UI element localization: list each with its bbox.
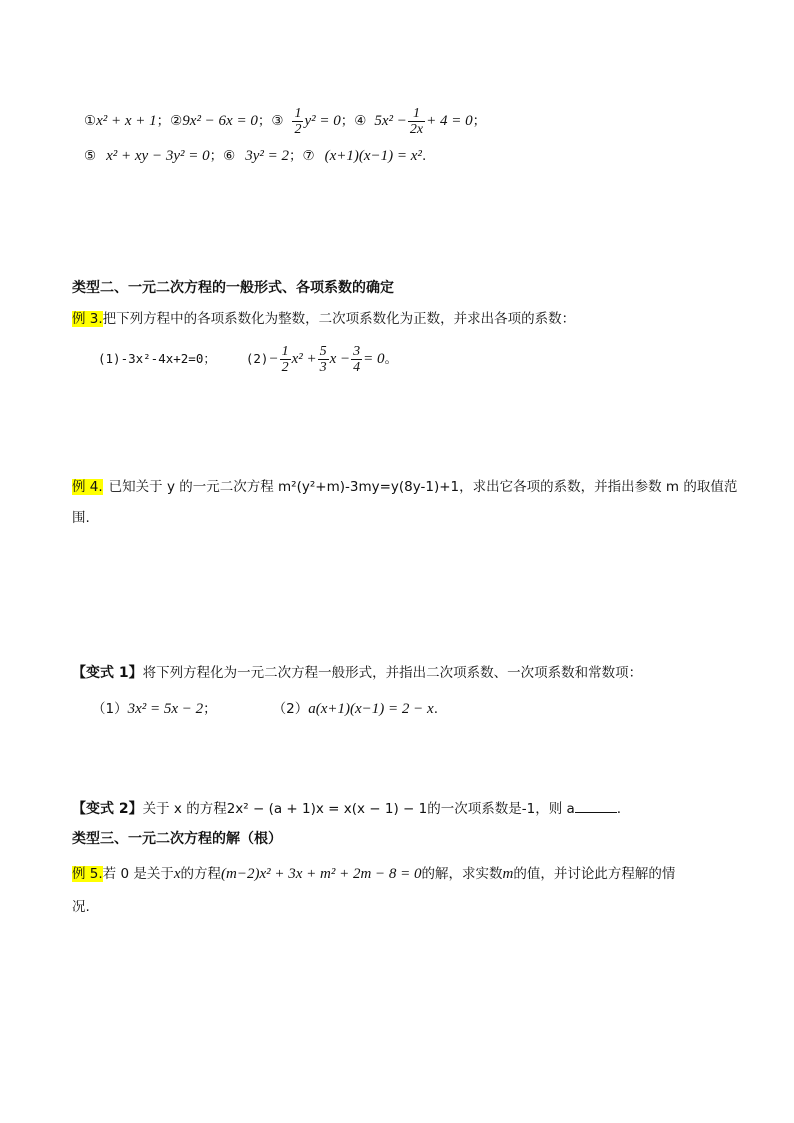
marker-3: ③ xyxy=(271,113,284,129)
marker-5: ⑤ xyxy=(84,148,97,164)
example-4-continuation: 围. xyxy=(72,510,90,526)
example-4 xyxy=(72,477,737,497)
minus-sign: − xyxy=(268,351,279,367)
example-3-part-2-label: (2) xyxy=(245,351,269,366)
example-3-part-1: (1)-3x²-4x+2=0； xyxy=(98,351,216,366)
equation-1: x² + x + 1 xyxy=(96,113,157,129)
marker-2: ② xyxy=(170,113,183,129)
variant-1-parts xyxy=(92,699,438,719)
answer-blank[interactable] xyxy=(575,800,617,813)
example-5-equation: (m−2)x² + 3x + m² + 2m − 8 = 0 xyxy=(221,866,422,882)
example-5-text-d: 的值，并讨论此方程解的情 xyxy=(513,866,676,882)
variant-1-part-2-equation: a(x+1)(x−1) = 2 − x xyxy=(308,701,434,717)
marker-6: ⑥ xyxy=(223,148,236,164)
example-5-text-a: 若 0 是关于 xyxy=(102,866,174,882)
equation-6: 3y² = 2 xyxy=(245,148,289,164)
term-x: x − xyxy=(329,351,351,367)
fraction-one-over-2x: $\frac{1}{2x}$ xyxy=(409,106,424,137)
example-5 xyxy=(72,864,675,884)
example-3 xyxy=(72,309,575,329)
separator: ； xyxy=(340,113,355,129)
variant-2-label: 【变式 2】 xyxy=(72,801,143,817)
example-5-continuation: 况. xyxy=(72,899,90,915)
separator: ； xyxy=(472,113,487,129)
variant-1-part-1-equation: 3x² = 5x − 2 xyxy=(127,701,204,717)
example-3-label: 例 3. xyxy=(72,311,103,327)
equation-4-part-b: + 4 = 0 xyxy=(426,113,473,129)
equation-5: x² + xy − 3y² = 0 xyxy=(106,148,210,164)
variable-x: x xyxy=(173,866,181,882)
fraction-1-2: $\frac{1}{2}$ xyxy=(281,344,289,375)
marker-7: ⑦ xyxy=(302,148,315,164)
variant-1 xyxy=(72,663,642,683)
equation-4-part-a: 5x² − xyxy=(374,113,407,129)
example-5-label: 例 5. xyxy=(72,866,103,882)
separator: ； xyxy=(156,113,171,129)
equation-2: 9x² − 6x = 0 xyxy=(182,113,258,129)
separator: ； xyxy=(209,148,224,164)
fraction-3-4: $\frac{3}{4}$ xyxy=(353,344,361,375)
marker-1: ① xyxy=(84,113,97,129)
variant-1-text: 将下列方程化为一元二次方程一般形式，并指出二次项系数、一次项系数和常数项： xyxy=(142,665,643,681)
variant-2 xyxy=(72,799,621,819)
period: . xyxy=(433,701,438,717)
variant-2-text-a: 关于 x 的方程 xyxy=(142,801,227,817)
variant-1-part-2-label: （2） xyxy=(272,701,309,717)
example-4-label: 例 4. xyxy=(72,479,103,495)
equation-7: (x+1)(x−1) = x² xyxy=(324,148,422,164)
term-x-squared: x² + xyxy=(291,351,317,367)
section-heading-type-2: 类型二、一元二次方程的一般形式、各项系数的确定 xyxy=(72,280,394,296)
variant-2-text-b: 的一次项系数是-1，则 a xyxy=(427,801,575,817)
fraction-5-3: $\frac{5}{3}$ xyxy=(319,344,327,375)
equation-3: y² = 0 xyxy=(304,113,341,129)
variant-1-label: 【变式 1】 xyxy=(72,665,143,681)
period: . xyxy=(616,801,622,817)
period: 。 xyxy=(384,351,398,367)
equals-zero: = 0 xyxy=(363,351,385,367)
separator: ； xyxy=(257,113,272,129)
section-heading-type-3: 类型三、一元二次方程的解（根） xyxy=(72,831,282,847)
fraction-one-half: $\frac{1}{2}$ xyxy=(294,106,302,137)
example-5-text-c: 的解，求实数 xyxy=(421,866,503,882)
equation-list-line-1 xyxy=(84,106,486,137)
example-5-text-b: 的方程 xyxy=(180,866,222,882)
example-4-text: 已知关于 y 的一元二次方程 m²(y²+m)-3my=y(8y-1)+1，求出它各项的系数，并指出参数 m 的取值范 xyxy=(108,479,738,495)
separator: ； xyxy=(289,148,303,164)
example-3-text: 把下列方程中的各项系数化为整数，二次项系数化为正数，并求出各项的系数： xyxy=(102,311,576,327)
variant-1-part-1-label: （1） xyxy=(92,701,128,717)
equation-list-line-2 xyxy=(84,146,426,166)
variant-2-equation: 2x² − (a + 1)x = x(x − 1) − 1 xyxy=(226,801,428,817)
separator: ； xyxy=(203,701,217,717)
marker-4: ④ xyxy=(354,113,367,129)
example-3-parts xyxy=(98,344,398,375)
variable-m: m xyxy=(502,866,514,882)
period: . xyxy=(421,148,427,164)
